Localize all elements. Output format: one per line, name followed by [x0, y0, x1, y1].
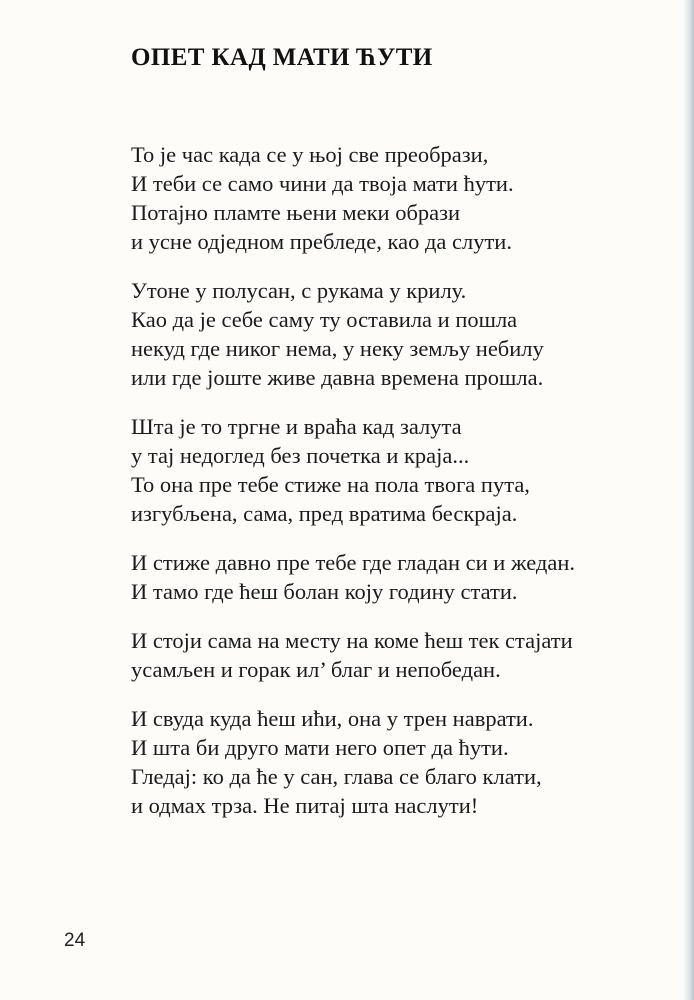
poem-line: И свуда куда ћеш ићи, она у трен наврати. — [131, 706, 534, 731]
poem-line: И тамо где ћеш болан коју годину стати. — [131, 579, 518, 604]
stanza-5 — [131, 626, 611, 684]
poem-line: И шта би друго мати него опет да ћути. — [131, 735, 509, 760]
poem-line: И стиже давно пре тебе где гладан си и жедан. — [131, 550, 575, 575]
poem-body — [131, 140, 611, 840]
poem-line: Потајно пламте њени меки образи — [131, 200, 461, 225]
poem-line: и одмах трза. Не питај шта наслути! — [131, 793, 479, 818]
poem-line: То она пре тебе стиже на пола твога пута, — [131, 472, 530, 497]
stanza-1 — [131, 140, 611, 256]
poem-line: И теби се само чини да твоја мати ћути. — [131, 171, 514, 196]
poem-line: Гледај: ко да ће у сан, глава се благо клати, — [131, 764, 542, 789]
page-number: 24 — [64, 930, 86, 951]
stanza-2 — [131, 276, 611, 392]
poem-title: ОПЕТ КАД МАТИ ЋУТИ — [131, 44, 433, 71]
poem-line: и усне одједном пребледе, као да слути. — [131, 229, 512, 254]
stanza-6 — [131, 704, 611, 820]
poem-line: Шта је то тргне и враћа кад залута — [131, 414, 462, 439]
page-edge-shadow — [682, 0, 694, 1000]
poem-line: или где јоште живе давна времена прошла. — [131, 365, 544, 390]
poem-line: Као да је себе саму ту оставила и пошла — [131, 307, 518, 332]
poem-line: Утоне у полусан, с рукама у крилу. — [131, 278, 467, 303]
poem-line: изгубљена, сама, пред вратима бескраја. — [131, 501, 518, 526]
stanza-4 — [131, 548, 611, 606]
stanza-3 — [131, 412, 611, 528]
poem-line: усамљен и горак ил’ благ и непобедан. — [131, 657, 501, 682]
poem-line: И стоји сама на месту на коме ћеш тек стајати — [131, 628, 573, 653]
poem-line: некуд где никог нема, у неку земљу небилу — [131, 336, 544, 361]
poem-line: у тај недоглед без почетка и краја... — [131, 443, 470, 468]
poem-line: То је час када се у њој све преобрази, — [131, 142, 489, 167]
